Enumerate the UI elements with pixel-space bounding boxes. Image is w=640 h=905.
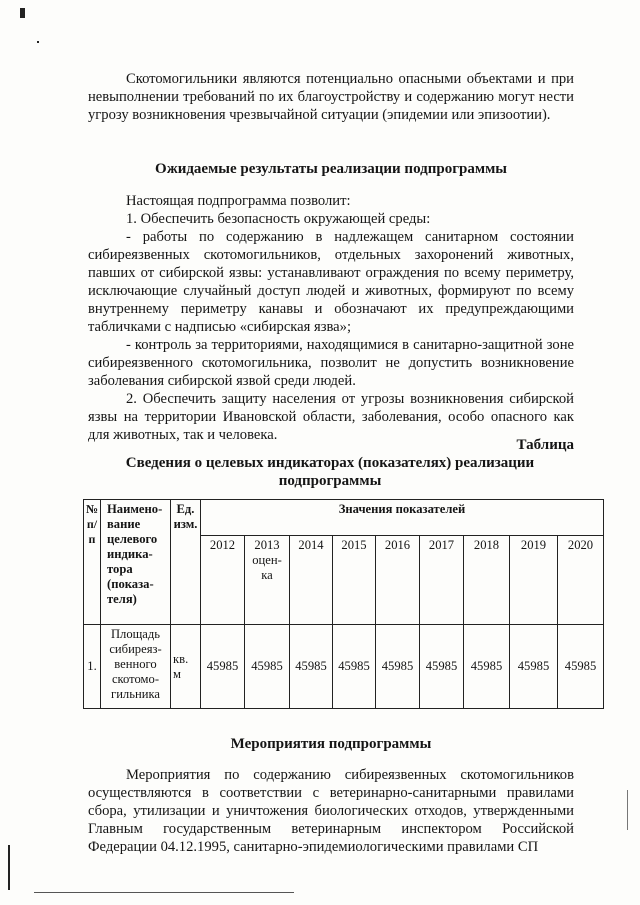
year-header: 2018 bbox=[464, 535, 510, 624]
scan-edge-line bbox=[627, 790, 628, 830]
year-header: 2013 оцен-ка bbox=[245, 535, 290, 624]
value-cell: 45985 bbox=[245, 625, 290, 709]
scan-speck bbox=[37, 41, 39, 43]
year-header: 2014 bbox=[290, 535, 333, 624]
measures-heading: Мероприятия подпрограммы bbox=[230, 736, 432, 752]
value-cell: 45985 bbox=[333, 625, 376, 709]
header-name: Наимено-вание целевого индика-тора (показа-теля) bbox=[101, 500, 171, 625]
value-cell: 45985 bbox=[376, 625, 420, 709]
year-header: 2019 bbox=[510, 535, 558, 624]
header-unit: Ед. изм. bbox=[171, 500, 201, 625]
year-header: 2020 bbox=[558, 535, 604, 624]
item2-paragraph: 2. Обеспечить защиту населения от угрозы возникновения сибирской язвы на территории Ивановской области, заболевания, особо опасного как для животных, так и человека. bbox=[88, 391, 574, 443]
value-cell: 45985 bbox=[290, 625, 333, 709]
row-name: Площадь сибиреяз-венного скотомо-гильника bbox=[101, 625, 171, 709]
value-cell: 45985 bbox=[201, 625, 245, 709]
value-cell: 45985 bbox=[420, 625, 464, 709]
indicators-table bbox=[83, 499, 604, 709]
value-cell: 45985 bbox=[558, 625, 604, 709]
value-cell: 45985 bbox=[510, 625, 558, 709]
bullet1-paragraph: - работы по содержанию в надлежащем санитарном состоянии сибиреязвенных скотомогильников, отдельных захоронений животных, павших от сибирской язвы: устанавливают ограждения по всему периметру, исключающие случайный доступ людей и животных, формируют по всему внутреннему периметру канавы и обозначают их предупреждающими табличками с надписью «сибирская язва»; bbox=[88, 229, 574, 335]
value-cell: 45985 bbox=[464, 625, 510, 709]
header-values: Значения показателей bbox=[201, 500, 604, 536]
table-title: Сведения о целевых индикаторах (показателях) реализации подпрограммы bbox=[125, 455, 535, 489]
table-header-row bbox=[84, 500, 604, 536]
year-header: 2017 bbox=[420, 535, 464, 624]
header-num: № п/п bbox=[84, 500, 101, 625]
table-row bbox=[84, 625, 604, 709]
scan-speck bbox=[20, 8, 25, 18]
expected-results-heading: Ожидаемые результаты реализации подпрограммы bbox=[154, 161, 508, 177]
bullet2-paragraph: - контроль за территориями, находящимися в санитарно-защитной зоне сибиреязвенного скотомогильника, позволит не допустить возникновение заболевания сибирской язвой среди людей. bbox=[88, 337, 574, 389]
measures-paragraph: Мероприятия по содержанию сибиреязвенных скотомогильников осуществляются в соответствии с ветеринарно-санитарными правилами сбора, утилизации и уничтожения биологических отходов, утвержденными Главным государственным ветеринарным инспектором Российской Федерации 04.12.1995, санитарно-эпидемиологическими правилами СП bbox=[88, 767, 574, 855]
table-label: Таблица bbox=[516, 437, 574, 453]
year-header: 2015 bbox=[333, 535, 376, 624]
year-header: 2016 bbox=[376, 535, 420, 624]
intro-paragraph: Скотомогильники являются потенциально опасными объектами и при невыполнении требований по их благоустройству и содержанию могут нести угрозу возникновения чрезвычайной ситуации (эпидемии или эпизоотии). bbox=[88, 71, 574, 123]
row-num: 1. bbox=[84, 625, 101, 709]
scan-edge-line bbox=[8, 845, 10, 890]
allows-paragraph: Настоящая подпрограмма позволит: bbox=[126, 193, 351, 209]
year-header: 2012 bbox=[201, 535, 245, 624]
row-unit: кв. м bbox=[171, 625, 201, 709]
item1-paragraph: 1. Обеспечить безопасность окружающей среды: bbox=[126, 211, 431, 227]
scan-bottom-line bbox=[34, 892, 294, 893]
